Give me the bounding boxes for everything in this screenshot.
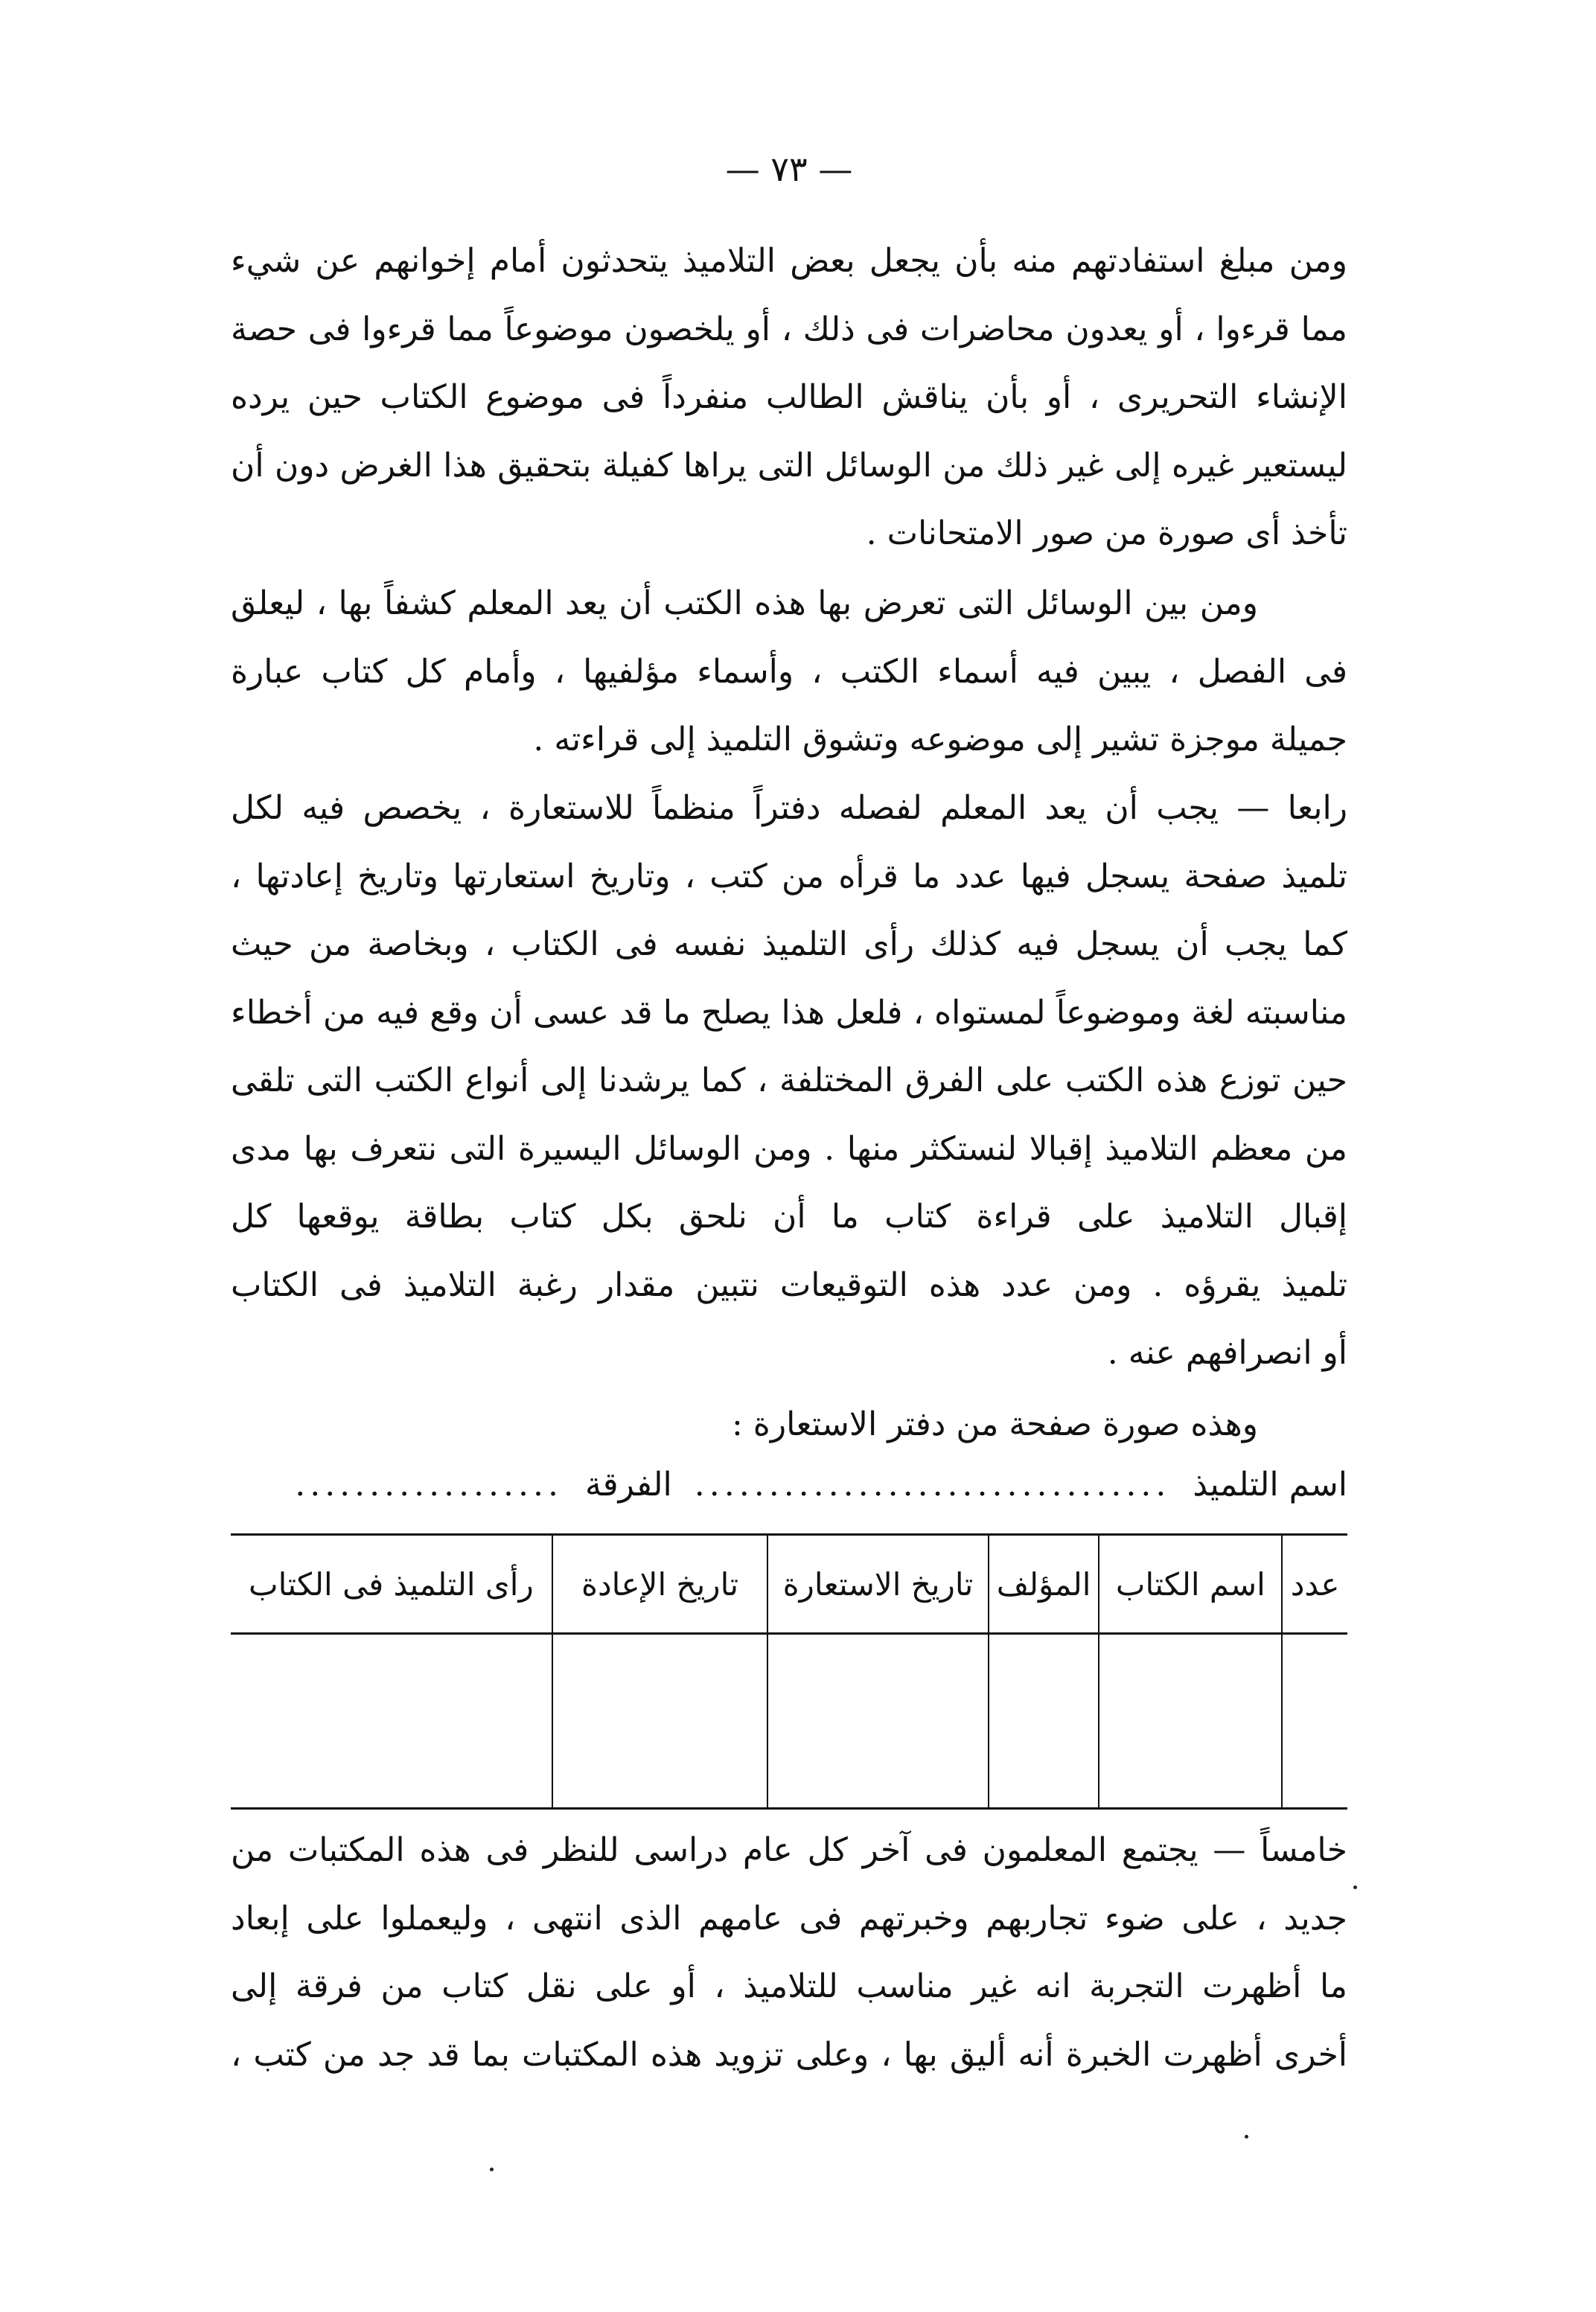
paragraph-line: الإنشاء التحريرى ، أو بأن يناقش الطالب منفرداً فى موضوع الكتاب حين يرده <box>231 378 1347 416</box>
form-fields <box>231 1459 1347 1511</box>
paragraph-line: جميلة موجزة تشير إلى موضوعه وتشوق التلميذ إلى قراءته . <box>533 721 1347 759</box>
column-header-student-opinion: رأى التلميذ فى الكتاب <box>231 1535 552 1634</box>
table-cell <box>989 1634 1099 1809</box>
paragraph-line: ليستعير غيره إلى غير ذلك من الوسائل التى يراها كفيلة بتحقيق هذا الغرض دون أن <box>231 446 1347 485</box>
paragraph-line: تأخذ أى صورة من صور الامتحانات . <box>866 514 1347 552</box>
paragraph-line: مناسبته لغة وموضوعاً لمستواه ، فلعل هذا يصلح ما قد عسى أن وقع فيه من أخطاء <box>231 993 1347 1032</box>
paragraph-4 <box>231 1816 1347 2089</box>
paragraph-line: أخرى أظهرت الخبرة أنه أليق بها ، وعلى تزويد هذه المكتبات بما قد جد من كتب ، <box>231 2035 1347 2074</box>
paragraph-line: رابعا — يجب أن يعد المعلم لفصله دفتراً منظماً للاستعارة ، يخصص فيه لكل <box>231 789 1347 827</box>
paragraph-line: تلميذ صفحة يسجل فيها عدد ما قرأه من كتب ، وتاريخ استعارتها وتاريخ إعادتها ، <box>231 857 1347 895</box>
paragraph-3 <box>231 774 1347 1387</box>
loan-register-table <box>231 1533 1347 1810</box>
table-cell <box>767 1634 989 1809</box>
paragraph-line: من معظم التلاميذ إقبالا لنستكثر منها . ومن الوسائل اليسيرة التى نتعرف بها مدى <box>231 1129 1347 1168</box>
scan-speck <box>1353 1885 1357 1889</box>
class-dots: .................. <box>295 1466 563 1504</box>
table-cell <box>1282 1634 1347 1809</box>
paragraph-line: ومن بين الوسائل التى تعرض بها هذه الكتب أن يعد المعلم كشفاً بها ، ليعلق <box>231 584 1258 622</box>
paragraph-line: إقبال التلاميذ على قراءة كتاب ما أن نلحق بكل كتاب بطاقة يوقعها كل <box>231 1198 1347 1236</box>
table-header-row <box>231 1535 1347 1634</box>
paragraph-line: مما قرءوا ، أو يعدون محاضرات فى ذلك ، أو يلخصون موضوعاً مما قرءوا فى حصة <box>231 310 1348 348</box>
column-header-book-title: اسم الكتاب <box>1099 1535 1282 1634</box>
paragraph-line: أو انصرافهم عنه . <box>1107 1334 1347 1372</box>
paragraph-line: ومن مبلغ استفادتهم منه بأن يجعل بعض التلاميذ يتحدثون أمام إخوانهم عن شيء <box>231 242 1347 280</box>
paragraph-line: ما أظهرت التجربة انه غير مناسب للتلاميذ ، أو على نقل كتاب من فرقة إلى <box>231 1967 1347 2005</box>
column-header-author: المؤلف <box>989 1535 1099 1634</box>
book-page <box>231 0 1347 2312</box>
paragraph-line: فى الفصل ، يبين فيه أسماء الكتب ، وأسماء مؤلفيها ، وأمام كل كتاب عبارة <box>231 652 1347 691</box>
scan-speck <box>490 2168 494 2171</box>
paragraph-1 <box>231 227 1347 568</box>
scan-speck <box>1245 2135 1248 2139</box>
paragraph-line: تلميذ يقرؤه . ومن عدد هذه التوقيعات نتبين مقدار رغبة التلاميذ فى الكتاب <box>231 1265 1347 1304</box>
paragraph-line: حين توزع هذه الكتب على الفرق المختلفة ، كما يرشدنا إلى أنواع الكتب التى تلقى <box>231 1061 1347 1099</box>
table-cell <box>1099 1634 1282 1809</box>
student-name-dots: ................................ <box>694 1466 1171 1504</box>
paragraph-line: كما يجب أن يسجل فيه كذلك رأى التلميذ نفسه فى الكتاب ، وبخاصة من حيث <box>231 925 1347 963</box>
table-cell <box>231 1634 552 1809</box>
form-caption <box>231 1390 1347 1459</box>
form-caption-text: وهذه صورة صفحة من دفتر الاستعارة : <box>732 1405 1258 1443</box>
page-number: — ٧٣ — <box>725 149 853 189</box>
column-header-loan-date: تاريخ الاستعارة <box>767 1535 989 1634</box>
paragraph-2 <box>231 569 1347 774</box>
table-row <box>231 1634 1347 1809</box>
paragraph-line: خامساً — يجتمع المعلمون فى آخر كل عام دراسى للنظر فى هذه المكتبات من <box>231 1831 1347 1869</box>
student-name-label: اسم التلميذ <box>1193 1466 1347 1504</box>
class-label: الفرقة <box>584 1466 672 1504</box>
paragraph-line: جديد ، على ضوء تجاربهم وخبرتهم فى عامهم الذى انتهى ، وليعملوا على إبعاد <box>231 1899 1347 1938</box>
table-cell <box>552 1634 767 1809</box>
column-header-return-date: تاريخ الإعادة <box>552 1535 767 1634</box>
column-header-number: عدد <box>1282 1535 1347 1634</box>
